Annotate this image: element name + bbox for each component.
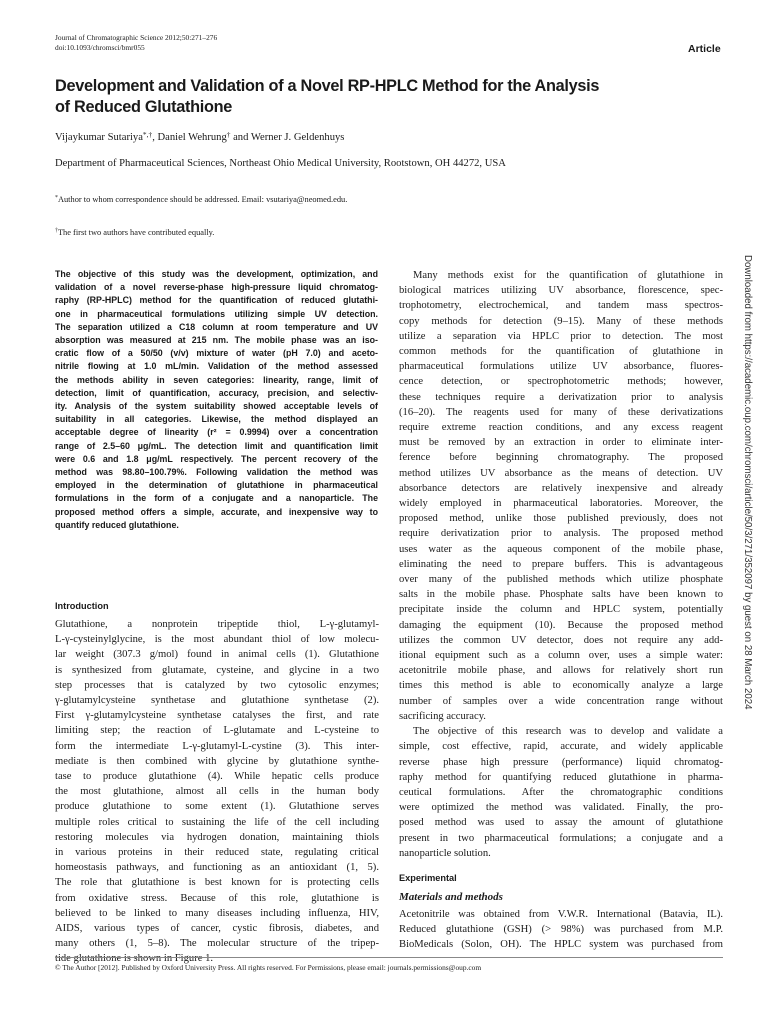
intro-line: Glutathione, a nonprotein tripeptide thiol, L-γ-glutamyl-	[55, 619, 379, 630]
body-line: over many of the published methods which utilize phosphate	[399, 574, 723, 586]
intro-line: AIDS, various types of cancer, cystic fibrosis, diabetes, and	[55, 923, 379, 935]
body-line: present in two pharmaceutical formulations; a conjugate and a	[399, 832, 723, 844]
body-line: precipitate inside the column and HPLC system, potentially	[399, 604, 723, 616]
body-line: raphy method for quantifying reduced glutathione in pharma-	[399, 771, 723, 783]
body-line: ference before beginning chromatography. The proposed	[399, 452, 723, 464]
article-title	[55, 76, 615, 118]
intro-line: form the intermediate L-γ-glutamyl-L-cystine (3). This inter-	[55, 740, 379, 752]
intro-line: First γ-glutamylcysteine synthetase catalyses the first, and rate	[55, 710, 379, 722]
body-line: damaging the equipment (10). Because the proposed method	[399, 619, 723, 631]
equal-contribution-note	[55, 228, 214, 237]
body-line: The objective of this research was to develop and validate a	[413, 726, 723, 738]
intro-heading: Introduction	[55, 601, 109, 611]
abstract-line: ity. Analysis of the system suitability showed acceptable levels of	[55, 401, 378, 412]
abstract-line: absorption was measured at 215 nm. The mobile phase was an iso-	[55, 335, 378, 346]
intro-line: from oxidative stress. Because of this role, glutathione is	[55, 892, 379, 904]
intro-line: restoring molecules via hydrogen donation, maintaining thiols	[55, 831, 379, 843]
author-1: Vijaykumar Sutariya	[55, 132, 143, 143]
body-line: uses water as the aqueous component of the mobile phase,	[399, 543, 723, 555]
intro-line: tide glutathione is shown in Figure 1.	[55, 953, 214, 965]
intro-line: γ-glutamylcysteine synthetase and glutathione synthetase (2).	[55, 695, 379, 707]
body-line: salts in the mobile phase. Phosphate salts have been known to	[399, 589, 723, 601]
title-line-1: Development and Validation of a Novel RP-HPLC Method for the Analysis	[55, 77, 600, 95]
body-line: times this method is able to economically analyze a large	[399, 680, 723, 692]
body-line: common methods for the quantification of glutathione in	[399, 346, 723, 358]
intro-line: limiting step; the reaction of L-glutamate and L-cysteine to	[55, 725, 379, 737]
footer-divider	[55, 957, 723, 958]
author-2-mark: †	[226, 130, 231, 139]
intro-line: step processes that is catalyzed by two cytosolic enzymes;	[55, 679, 379, 691]
corr-mark: *	[55, 195, 58, 201]
download-watermark: Downloaded from https://academic.oup.com/chromsci/article/50/3/271/352097 by guest on 28 March 2024	[742, 255, 753, 710]
equal-text: The first two authors have contributed equally.	[57, 228, 215, 237]
body-line: utilizes the common UV detector, does not require any add-	[399, 634, 723, 646]
intro-line: many others (1, 5–8). The molecular structure of the tripep-	[55, 938, 379, 950]
intro-line: L-γ-cysteinylglycine, is the most abundant thiol of low molecu-	[55, 634, 379, 646]
body-line: pharmaceutical formulations utilize UV absorbance, fluores-	[399, 361, 723, 373]
abstract	[55, 268, 378, 532]
intro-line: The role that glutathione is best known for is protecting cells	[55, 877, 379, 889]
affiliation: Department of Pharmaceutical Sciences, Northeast Ohio Medical University, Rootstown, OH 44272, USA	[55, 158, 506, 169]
intro-body-continued	[399, 268, 723, 861]
author-2: , Daniel Wehrung	[152, 132, 227, 143]
abstract-line: proposed method offers a simple, accurate, and inexpensive way to	[55, 506, 378, 517]
body-line: eliminating the need to prepare buffers. This is advantageous	[399, 558, 723, 570]
body-line: acetonitrile mobile phase, and allows for relatively short run	[399, 665, 723, 677]
author-1-mark: *,†	[142, 130, 153, 139]
materials-methods-heading: Materials and methods	[399, 891, 503, 903]
body-line: BioMedicals (Solon, OH). The HPLC system was purchased from	[399, 939, 723, 951]
body-line: number of samples over a wide concentration range without	[399, 695, 723, 707]
body-line: (16–20). The reagents used for many of these derivatizations	[399, 406, 723, 418]
body-line: were optimized the method was validated. Finally, the pro-	[399, 802, 723, 814]
materials-methods-body	[399, 907, 723, 953]
abstract-line: The objective of this study was the development, optimization, and	[55, 269, 378, 279]
journal-header	[55, 33, 217, 53]
body-line: widely employed in pharmaceutical laboratories. Moreover, the	[399, 498, 723, 510]
body-line: reverse phase high pressure (performance) liquid chromatog-	[399, 756, 723, 768]
body-line: require extreme reaction conditions, and any excess reagent	[399, 422, 723, 434]
abstract-line: quantify reduced glutathione.	[55, 519, 179, 530]
equal-mark: †	[55, 228, 58, 234]
body-line: copy methods for detection (9–15). Many of these methods	[399, 315, 723, 327]
body-line: sacrificing accuracy.	[399, 710, 486, 722]
abstract-line: nitrile flowing at 1.0 mL/min. Validation of the method assessed	[55, 361, 378, 372]
body-line: method utilizes UV absorbance as the means of detection. UV	[399, 467, 723, 479]
body-line: biological matrices utilizing UV absorbance, florescence, spec-	[399, 285, 723, 297]
abstract-line: the methods ability in seven categories: linearity, range, limit of	[55, 374, 378, 385]
intro-line: believed to be linked to many diseases including influenza, HIV,	[55, 907, 379, 919]
body-line: simple, cost effective, rapid, accurate, and widely applicable	[399, 741, 723, 753]
body-line: itional equipment such as a column over, uses a simple water:	[399, 650, 723, 662]
body-line: must be removed by an extraction in order to eliminate inter-	[399, 437, 723, 449]
title-line-2: of Reduced Glutathione	[55, 98, 233, 116]
body-line: Acetonitrile was obtained from V.W.R. International (Batavia, IL).	[399, 909, 723, 920]
body-line: utilize a separation via HPLC prior to detection. The most	[399, 330, 723, 342]
experimental-heading: Experimental	[399, 873, 457, 883]
abstract-line: validation of a novel reverse-phase high-pressure liquid chromatog-	[55, 282, 378, 293]
article-type-label: Article	[688, 43, 721, 55]
body-line: absorbance detectors are relatively inexpensive and already	[399, 482, 723, 494]
abstract-line: employed in the determination of glutathione in pharmaceutical	[55, 480, 378, 491]
body-line: cence detection, or spectrophotometric methods; however,	[399, 376, 723, 388]
abstract-line: suitability in all categories. Likewise, the method displayed an	[55, 414, 378, 425]
body-line: Reduced glutathione (GSH) (> 98%) was purchased from M.P.	[399, 924, 723, 936]
abstract-line: one in pharmaceutical formulations utilizing simple UV detection.	[55, 308, 378, 319]
doi-link[interactable]: doi:10.1093/chromsci/bmr055	[55, 43, 145, 52]
body-line: proposed method, unlike those published previously, does not	[399, 513, 723, 525]
intro-line: mediate is then combined with glycine by glutathione synthe-	[55, 755, 379, 767]
author-3: and Werner J. Geldenhuys	[230, 132, 345, 143]
abstract-line: raphy (RP-HPLC) method for the quantification of reduced glutathi-	[55, 295, 378, 306]
author-list	[55, 132, 344, 143]
intro-line: homeostasis pathways, and functioning as an antioxidant (1, 5).	[55, 862, 379, 874]
body-line: ceutical formulations. After the chromatographic conditions	[399, 786, 723, 798]
abstract-line: The separation utilized a C18 column at room temperature and UV	[55, 321, 378, 332]
journal-citation: Journal of Chromatographic Science 2012;50:271–276	[55, 33, 218, 42]
copyright-footer: © The Author [2012]. Published by Oxford University Press. All rights reserved. For Permissions, please email: journals.permissions@oup.com	[55, 963, 482, 972]
correspondence-note	[55, 195, 347, 204]
abstract-line: cratic flow of a 50/50 (v/v) mixture of water (pH 7.0) and aceto-	[55, 348, 378, 359]
abstract-line: acceptable degree of linearity (r² = 0.9994) over a concentration	[55, 427, 378, 438]
body-line: require derivatization prior to analysis. The proposed method	[399, 528, 723, 540]
abstract-line: formulations in the form of a conjugate and a nanoparticle. The	[55, 493, 378, 504]
body-line: these techniques require a derivatization prior to analysis	[399, 391, 723, 403]
abstract-line: range of 2.5–60 μg/mL. The detection limit and quantification limit	[55, 440, 378, 451]
intro-line: lar weight (307.3 g/mol) found in animal cells (1). Glutathione	[55, 649, 379, 661]
intro-line: is synthesized from glutamate, cysteine, and glycine in a two	[55, 664, 379, 676]
intro-line: produce glutathione to some extent (1). Glutathione serves	[55, 801, 379, 813]
intro-line: multiple roles critical to sustaining the life of the cell including	[55, 816, 379, 828]
abstract-line: were 0.6 and 1.8 μg/mL respectively. The percent recovery of the	[55, 453, 378, 464]
intro-body	[55, 617, 379, 967]
abstract-line: detection, limit of quantification, accuracy, precision, and selectiv-	[55, 387, 378, 398]
intro-line: tase to produce glutathione (4). While hepatic cells produce	[55, 771, 379, 783]
corr-text: Author to whom correspondence should be addressed. Email: vsutariya@neomed.edu.	[57, 195, 348, 204]
intro-line: the most glutathione, almost all cells in the human body	[55, 786, 379, 798]
intro-line: in various proteins in their reduced state, regulating critical	[55, 847, 379, 859]
abstract-line: method was 98.80–100.79%. Following validation the method was	[55, 467, 378, 478]
body-line: Many methods exist for the quantification of glutathione in	[413, 270, 723, 281]
body-line: trophotometry, electrochemical, and tandem mass spectros-	[399, 300, 723, 312]
body-line: nanoparticle solution.	[399, 847, 491, 859]
body-line: posed method was used to assay the amount of glutathione	[399, 817, 723, 829]
